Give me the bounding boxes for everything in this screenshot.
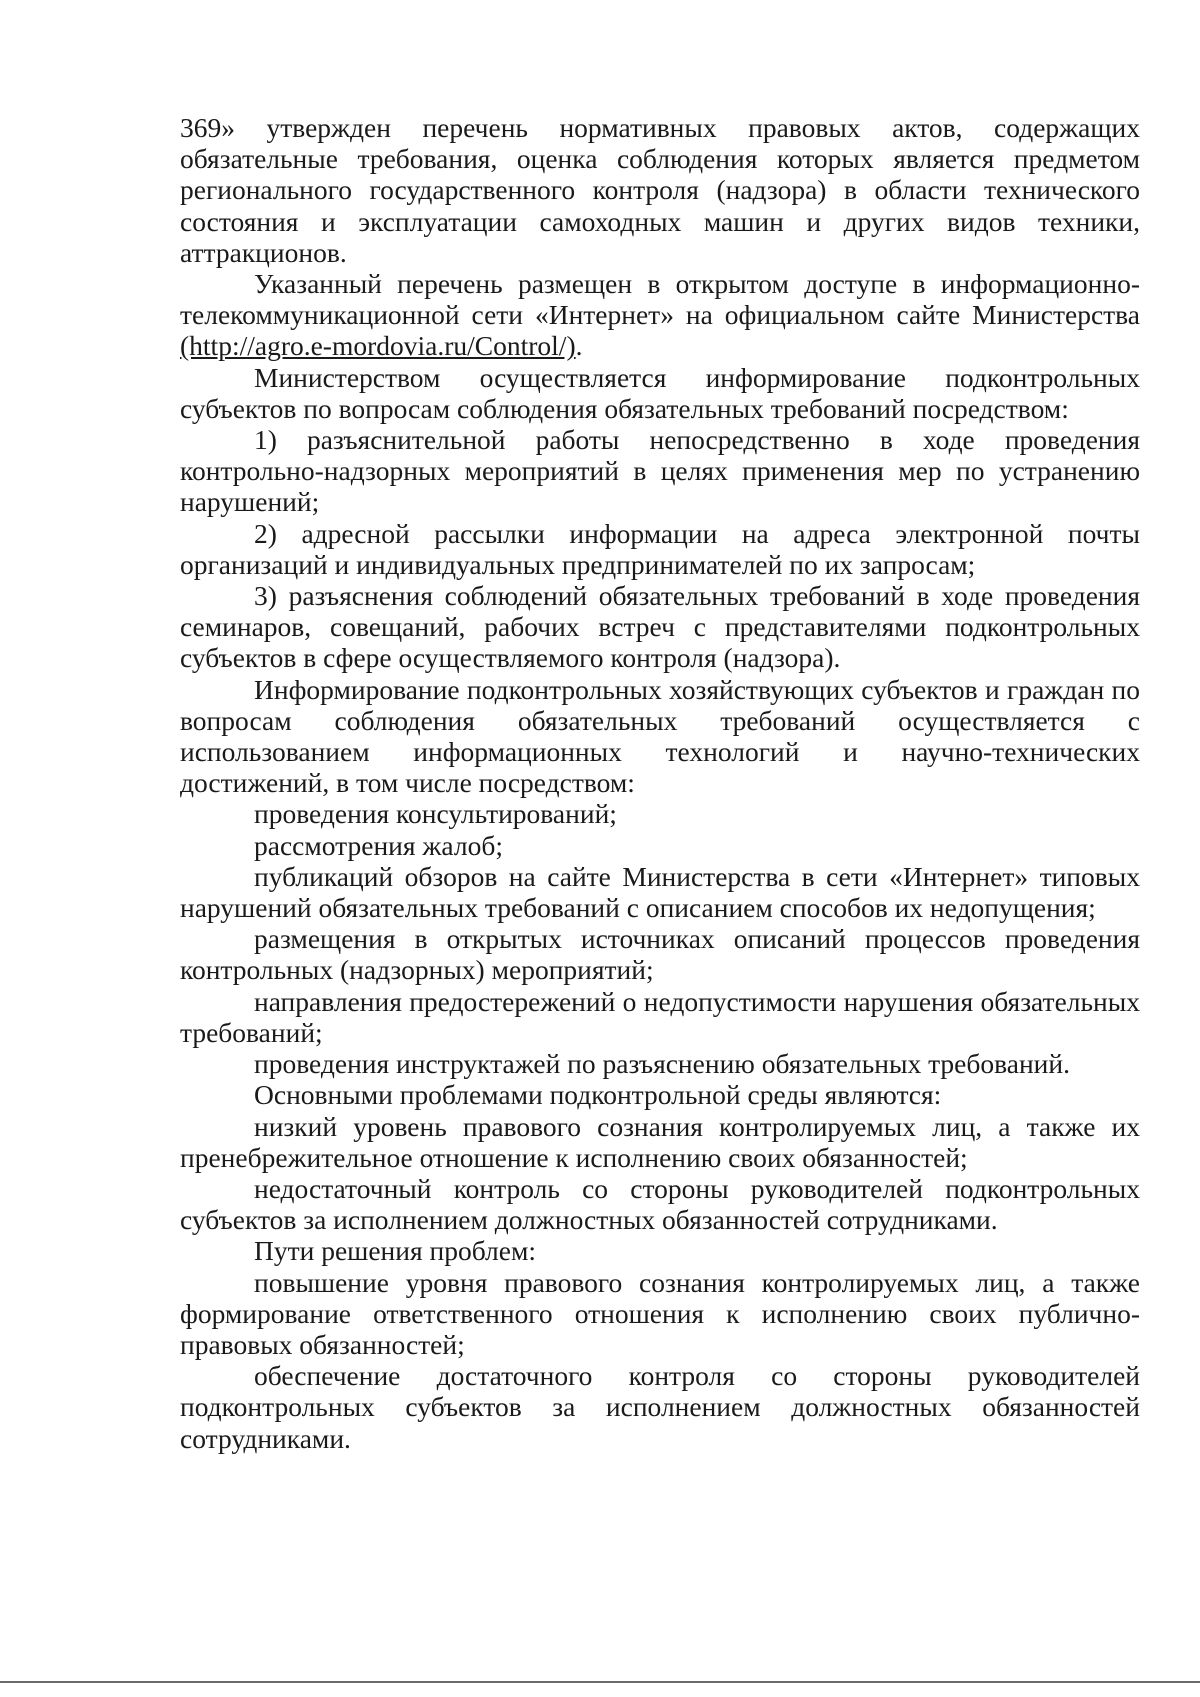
list-item-3: 3) разъяснения соблюдений обязательных требований в ходе проведения семинаров, совещаний, рабочих встреч с представителями подконтрольных субъектов в сфере осуществляемого контроля (надзора). xyxy=(180,580,1140,674)
item-consultations: проведения консультирований; xyxy=(254,798,617,830)
paragraph-2-text: Указанный перечень размещен в открытом доступе в информационно-телекоммуникационной сети «Интернет» на официальном сайте Министерства xyxy=(180,268,1140,331)
item-briefings: проведения инструктажей по разъяснению обязательных требований. xyxy=(254,1048,1070,1080)
paragraph-1: 369» утвержден перечень нормативных правовых актов, содержащих обязательные требования, оценка соблюдения которых является предметом регионального государственного контроля (надзора) в области технического состояния и эксплуатации самоходных машин и других видов техники, аттракционов. xyxy=(180,112,1140,268)
solution-2: обеспечение достаточного контроля со стороны руководителей подконтрольных субъектов за исполнением должностных обязанностей сотрудниками. xyxy=(180,1360,1140,1454)
list-item-1: 1) разъяснительной работы непосредственно в ходе проведения контрольно-надзорных мероприятий в целях применения мер по устранению нарушений; xyxy=(180,424,1140,518)
paragraph-problems-heading: Основными проблемами подконтрольной среды являются: xyxy=(254,1079,942,1111)
item-warnings: направления предостережений о недопустимости нарушения обязательных требований; xyxy=(180,985,1140,1048)
item-complaints: рассмотрения жалоб; xyxy=(254,829,503,861)
paragraph-3: Министерством осуществляется информирование подконтрольных субъектов по вопросам соблюдения обязательных требований посредством: xyxy=(180,361,1140,424)
paragraph-informing: Информирование подконтрольных хозяйствующих субъектов и граждан по вопросам соблюдения обязательных требований осуществляется с использованием информационных технологий и научно-технических достижений, в том числе посредством: xyxy=(180,673,1140,799)
paragraph-2 xyxy=(180,268,1140,362)
ministry-site-link[interactable]: (http://agro.e-mordovia.ru/Control/) xyxy=(180,330,576,362)
paragraph-solutions-heading: Пути решения проблем: xyxy=(254,1235,537,1267)
page-bottom-rule xyxy=(0,1681,1200,1683)
problem-2: недостаточный контроль со стороны руководителей подконтрольных субъектов за исполнением должностных обязанностей сотрудниками. xyxy=(180,1172,1140,1236)
item-open-sources: размещения в открытых источниках описаний процессов проведения контрольных (надзорных) мероприятий; xyxy=(180,923,1140,986)
list-item-2: 2) адресной рассылки информации на адреса электронной почты организаций и индивидуальных предпринимателей по их запросам; xyxy=(180,517,1140,580)
problem-1: низкий уровень правового сознания контролируемых лиц, а также их пренебрежительное отношение к исполнению своих обязанностей; xyxy=(180,1110,1140,1173)
paragraph-2-end: . xyxy=(575,330,583,362)
document-body xyxy=(180,112,1140,1454)
solution-1: повышение уровня правового сознания контролируемых лиц, а также формирование ответственного отношения к исполнению своих публично-правовых обязанностей; xyxy=(180,1266,1140,1360)
item-publications: публикаций обзоров на сайте Министерства в сети «Интернет» типовых нарушений обязательных требований с описанием способов их недопущения; xyxy=(180,860,1140,924)
